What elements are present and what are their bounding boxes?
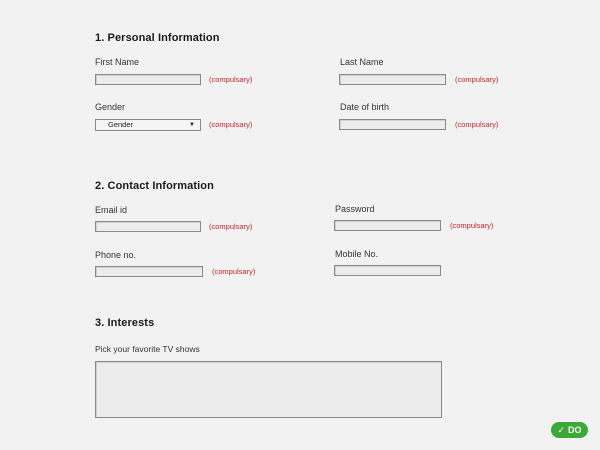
password-label: Password xyxy=(335,204,375,214)
gender-required-note: (compulsary) xyxy=(209,120,253,129)
password-required-note: (compulsary) xyxy=(450,221,494,230)
phone-field[interactable] xyxy=(95,266,203,277)
dob-label: Date of birth xyxy=(340,102,390,112)
tv-shows-textarea[interactable] xyxy=(95,361,442,418)
mobile-label: Mobile No. xyxy=(335,249,379,259)
password-field[interactable] xyxy=(334,220,441,231)
phone-label: Phone no. xyxy=(95,250,137,260)
phone-required-note: (compulsary) xyxy=(212,267,256,276)
check-icon: ✓ xyxy=(557,425,566,435)
first-name-required-note: (compulsary) xyxy=(209,75,253,84)
last-name-label: Last Name xyxy=(340,57,384,67)
tv-shows-label: Pick your favorite TV shows xyxy=(95,344,200,354)
gender-select[interactable] xyxy=(95,119,201,131)
chevron-down-icon: ▼ xyxy=(189,122,195,128)
email-label: Email id xyxy=(95,205,128,215)
email-field[interactable] xyxy=(95,221,201,232)
gender-label: Gender xyxy=(95,102,126,112)
dob-required-note: (compulsary) xyxy=(455,120,499,129)
last-name-required-note: (compulsary) xyxy=(455,75,499,84)
dob-field[interactable] xyxy=(339,119,446,130)
last-name-field[interactable] xyxy=(339,74,446,85)
first-name-label: First Name xyxy=(95,57,140,67)
section-title-contact: 2. Contact Information xyxy=(95,180,214,192)
do-badge-label: DO xyxy=(568,425,582,435)
first-name-field[interactable] xyxy=(95,74,201,85)
section-title-personal: 1. Personal Information xyxy=(95,32,220,44)
mobile-field[interactable] xyxy=(334,265,441,276)
do-badge xyxy=(551,422,588,438)
gender-select-value: Gender xyxy=(108,120,134,129)
section-title-interests: 3. Interests xyxy=(95,317,155,329)
email-required-note: (compulsary) xyxy=(209,222,253,231)
